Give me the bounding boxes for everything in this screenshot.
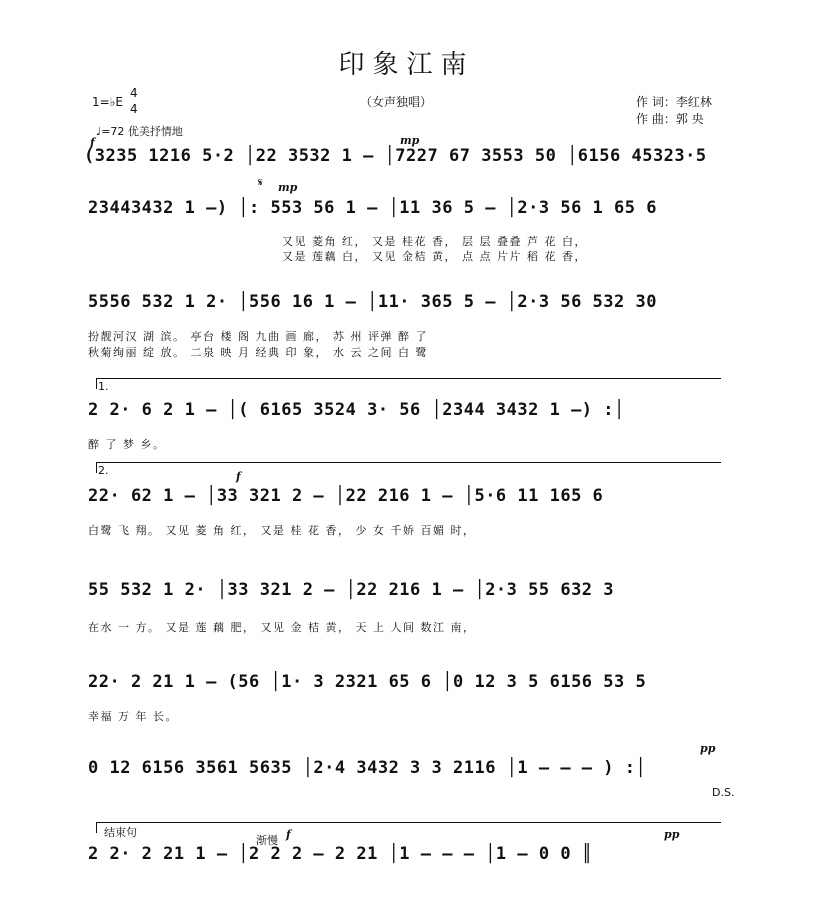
composer-credit: 作 曲：郭 央 bbox=[636, 112, 704, 126]
volta-1-bracket bbox=[96, 378, 721, 389]
coda-bracket bbox=[96, 822, 721, 833]
notation-row-3: 5556 532 1 2· │556 16 1 – │11· 365 5 – │2·3 56 532 30 bbox=[88, 292, 657, 312]
key-signature: 1=♭E bbox=[92, 95, 123, 109]
ritardando-label: 渐慢 bbox=[256, 834, 278, 847]
dynamic-f: f bbox=[90, 136, 95, 149]
notation-row-7: 22· 2 21 1 – (56 │1· 3 2321 65 6 │0 12 3 5 6156 53 5 bbox=[88, 672, 647, 692]
dynamic-f-3: f bbox=[286, 828, 291, 841]
dynamic-mp-2: mp bbox=[278, 181, 298, 194]
lyrics-row-3-verse-1: 扮靓河汉 湖 滨。 亭台 楼 阁 九曲 画 廊， 苏 州 评弹 醉 了 bbox=[88, 330, 428, 343]
subtitle: （女声独唱） bbox=[360, 95, 433, 109]
coda-label: 结束句 bbox=[104, 826, 137, 839]
page-title: 印象江南 bbox=[338, 50, 475, 80]
dynamic-mp: mp bbox=[400, 134, 420, 147]
notation-row-5: 22· 62 1 – │33 321 2 – │22 216 1 – │5·6 11 165 6 bbox=[88, 486, 604, 506]
dynamic-f-2: f bbox=[236, 470, 241, 483]
notation-row-8: 0 12 6156 3561 5635 │2·4 3432 3 3 2116 │1 – – – ) :│ bbox=[88, 758, 647, 778]
lyrics-row-3-verse-2: 秋菊绚丽 绽 放。 二泉 映 月 经典 印 象， 水 云 之间 白 鹭 bbox=[88, 346, 428, 359]
volta-2-bracket bbox=[96, 462, 721, 473]
notation-row-4: 2 2· 6 2 1 – │( 6165 3524 3· 56 │2344 3432 1 –) :│ bbox=[88, 400, 625, 420]
lyrics-row-2-verse-2: 又是 莲藕 白， 又见 金桔 黄， 点 点 片片 稻 花 香， bbox=[282, 250, 587, 263]
dal-segno: D.S. bbox=[712, 786, 735, 799]
notation-row-9: 2 2· 2 21 1 – │2 2 2 – 2 21 │1 – – – │1 – 0 0 ║ bbox=[88, 844, 593, 864]
notation-row-1: (3235 1216 5·2 │22 3532 1 – │7227 67 3553 50 │6156 45323·5 bbox=[84, 146, 707, 166]
time-signature-top: 4 bbox=[130, 86, 138, 100]
lyrics-row-4: 醉 了 梦 乡。 bbox=[88, 438, 166, 451]
segno-sign: 𝄋 bbox=[258, 176, 263, 189]
dynamic-pp-2: pp bbox=[664, 828, 680, 841]
dynamic-pp: pp bbox=[700, 742, 716, 755]
time-signature-bottom: 4 bbox=[130, 102, 138, 116]
notation-row-2: 23443432 1 –) │: 553 56 1 – │11 36 5 – │2·3 56 1 65 6 bbox=[88, 198, 657, 218]
tempo-marking: ♩=72 优美抒情地 bbox=[96, 125, 183, 138]
lyrics-row-2-verse-1: 又见 菱角 红， 又是 桂花 香， 层 层 叠叠 芦 花 白， bbox=[282, 235, 587, 248]
lyrics-row-6: 在水 一 方。 又是 莲 藕 肥， 又见 金 桔 黄， 天 上 人间 数江 南， bbox=[88, 621, 476, 634]
volta-2-label: 2. bbox=[98, 464, 109, 477]
notation-row-6: 55 532 1 2· │33 321 2 – │22 216 1 – │2·3 55 632 3 bbox=[88, 580, 615, 600]
lyrics-row-7: 幸福 万 年 长。 bbox=[88, 710, 178, 723]
lyrics-row-5: 白鹭 飞 翔。 又见 菱 角 红， 又是 桂 花 香， 少 女 千娇 百媚 时， bbox=[88, 524, 476, 537]
lyricist-credit: 作 词：李红林 bbox=[636, 95, 712, 109]
volta-1-label: 1. bbox=[98, 380, 109, 393]
